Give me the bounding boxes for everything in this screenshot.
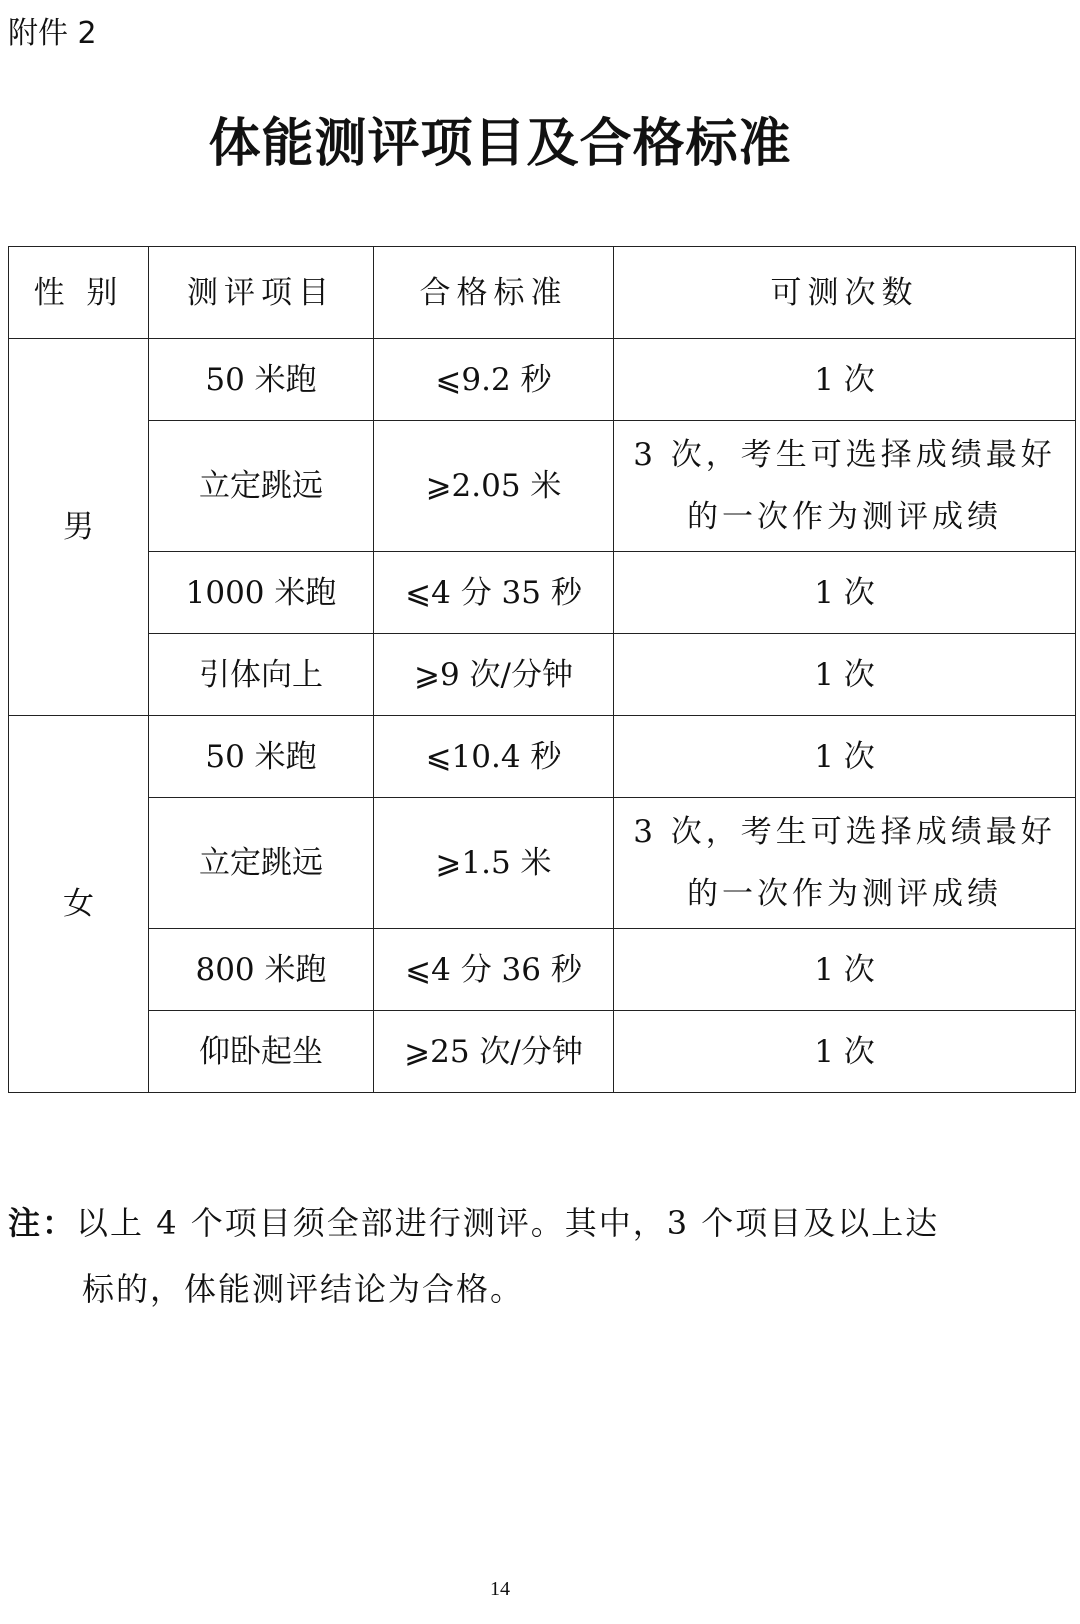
standard-cell: ⩾2.05 米 (374, 421, 614, 552)
table-row (9, 716, 1076, 798)
attempts-cell: 1 次 (614, 929, 1076, 1011)
item-cell: 50 米跑 (149, 716, 374, 798)
standard-cell: ⩽10.4 秒 (374, 716, 614, 798)
standard-cell: ⩾1.5 米 (374, 798, 614, 929)
table-row (9, 339, 1076, 421)
item-cell: 立定跳远 (149, 798, 374, 929)
header-gender: 性 别 (9, 247, 149, 339)
table-row (9, 552, 1076, 634)
standards-table (8, 246, 1076, 1093)
footnote-text-1: 以上 4 个项目须全部进行测评。其中，3 个项目及以上达 (76, 1204, 940, 1242)
item-cell: 引体向上 (149, 634, 374, 716)
table-row (9, 798, 1076, 929)
attempts-cell: 1 次 (614, 634, 1076, 716)
footnote-label: 注： (8, 1204, 77, 1242)
attempts-cell: 1 次 (614, 339, 1076, 421)
attachment-label: 附件 2 (8, 16, 97, 51)
standard-cell: ⩾9 次/分钟 (374, 634, 614, 716)
item-cell: 800 米跑 (149, 929, 374, 1011)
footnote-line-2: 标的，体能测评结论为合格。 (82, 1270, 525, 1308)
gender-cell-male: 男 (9, 339, 149, 716)
table-row (9, 1011, 1076, 1093)
attempts-cell: 1 次 (614, 1011, 1076, 1093)
page-number: 14 (490, 1578, 510, 1600)
footnote (8, 1190, 1008, 1322)
table-row (9, 634, 1076, 716)
attempts-cell: 3 次，考生可选择成绩最好的一次作为测评成绩 (614, 421, 1076, 552)
item-cell: 1000 米跑 (149, 552, 374, 634)
standard-cell: ⩾25 次/分钟 (374, 1011, 614, 1093)
attempts-cell: 1 次 (614, 716, 1076, 798)
item-cell: 立定跳远 (149, 421, 374, 552)
header-item: 测评项目 (149, 247, 374, 339)
footnote-line-1 (8, 1190, 1008, 1256)
table-row (9, 929, 1076, 1011)
standard-cell: ⩽4 分 35 秒 (374, 552, 614, 634)
item-cell: 仰卧起坐 (149, 1011, 374, 1093)
standard-cell: ⩽9.2 秒 (374, 339, 614, 421)
header-standard: 合格标准 (374, 247, 614, 339)
page-title: 体能测评项目及合格标准 (208, 114, 792, 174)
gender-cell-female: 女 (9, 716, 149, 1093)
table-row (9, 421, 1076, 552)
standard-cell: ⩽4 分 36 秒 (374, 929, 614, 1011)
header-attempts: 可测次数 (614, 247, 1076, 339)
attempts-cell: 1 次 (614, 552, 1076, 634)
item-cell: 50 米跑 (149, 339, 374, 421)
table-header-row (9, 247, 1076, 339)
attempts-cell: 3 次，考生可选择成绩最好的一次作为测评成绩 (614, 798, 1076, 929)
